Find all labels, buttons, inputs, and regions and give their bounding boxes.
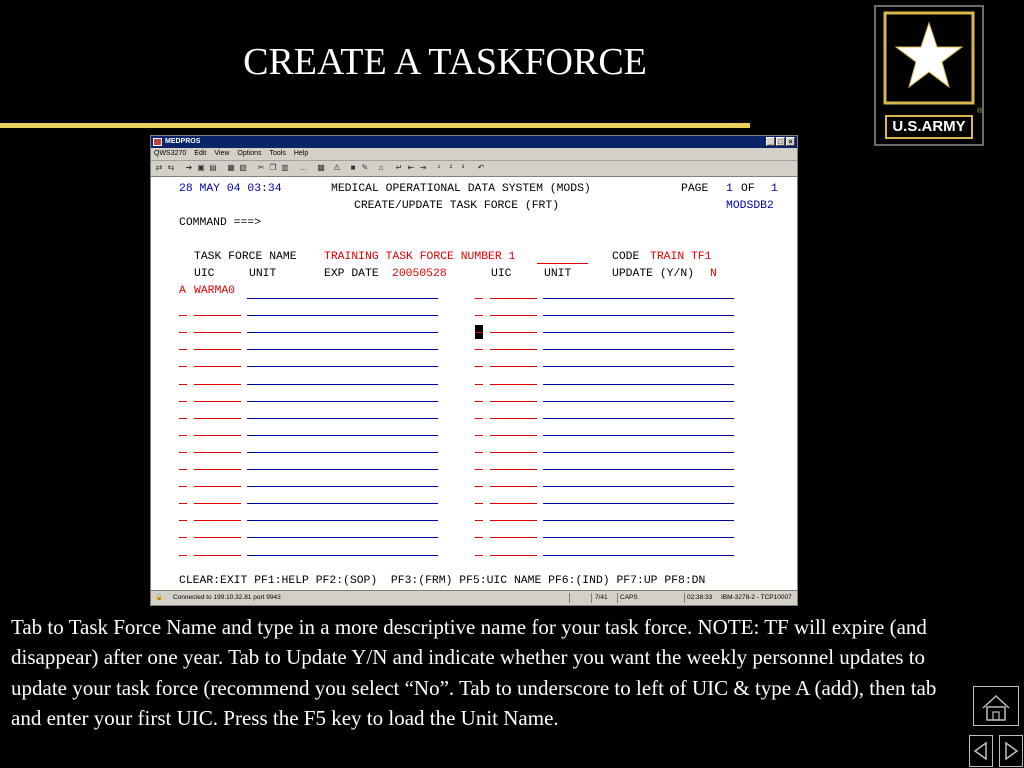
- action-field[interactable]: [179, 349, 187, 350]
- uic-field[interactable]: [490, 520, 537, 521]
- action-field[interactable]: [475, 332, 483, 333]
- unit-header-left: UNIT: [249, 268, 277, 280]
- uic-field[interactable]: [490, 401, 537, 402]
- unit-name-field: [543, 332, 734, 333]
- title-underline: [0, 123, 750, 128]
- unit-name-field: [247, 452, 438, 453]
- session-info: IBM-3278-2 - TCP10007: [721, 594, 792, 601]
- connect-icon[interactable]: ⇄: [155, 163, 163, 172]
- window-icon[interactable]: ■: [350, 163, 356, 172]
- unit-name-field: [543, 435, 734, 436]
- action-field[interactable]: [179, 384, 187, 385]
- lock-icon: 🔒: [155, 594, 164, 601]
- function-key-footer: CLEAR:EXIT PF1:HELP PF2:(SOP) PF3:(FRM) PF5:UIC NAME PF6:(IND) PF7:UP PF8:DN: [179, 575, 706, 587]
- uic-field-row-1[interactable]: WARMA0: [194, 285, 236, 297]
- system-title: MEDICAL OPERATIONAL DATA SYSTEM (MODS): [331, 183, 591, 195]
- uic-field[interactable]: [490, 384, 537, 385]
- unit-name-field: [543, 555, 734, 556]
- code-field[interactable]: TRAIN TF1: [650, 251, 712, 263]
- next-slide-button[interactable]: [999, 735, 1023, 767]
- registered-mark: ®: [977, 108, 983, 115]
- action-field[interactable]: [475, 384, 483, 385]
- uic-field[interactable]: [490, 418, 537, 419]
- unit-name-field: [247, 555, 438, 556]
- uic-field[interactable]: [194, 555, 241, 556]
- uic-field[interactable]: [490, 315, 537, 316]
- unit-name-field: [543, 315, 734, 316]
- task-force-name-label: TASK FORCE NAME: [194, 251, 297, 263]
- print-icon[interactable]: ▤: [209, 163, 217, 172]
- task-force-name-underline: [537, 263, 588, 264]
- more-icon[interactable]: …: [299, 163, 307, 172]
- uic-field[interactable]: [194, 401, 241, 402]
- uic-field[interactable]: [194, 486, 241, 487]
- menu-view[interactable]: View: [214, 150, 230, 157]
- code-label: CODE: [612, 251, 640, 263]
- action-field[interactable]: [179, 520, 187, 521]
- date-time: 28 MAY 04 03:34: [179, 183, 282, 195]
- home-key-icon[interactable]: ⌂: [378, 163, 384, 172]
- unit-name-field: [247, 315, 438, 316]
- army-logo: [874, 5, 984, 146]
- uic-field[interactable]: [194, 537, 241, 538]
- uic-field[interactable]: [194, 452, 241, 453]
- status-separator: [591, 593, 592, 603]
- page-total: 1: [771, 183, 778, 195]
- action-field[interactable]: [179, 401, 187, 402]
- warning-icon[interactable]: ⚠: [333, 163, 341, 172]
- action-field[interactable]: [475, 366, 483, 367]
- uic-field[interactable]: [194, 503, 241, 504]
- unit-name-field: [247, 384, 438, 385]
- toolbar: [151, 161, 797, 177]
- status-separator: [569, 593, 570, 603]
- paste-icon[interactable]: ▥: [281, 163, 289, 172]
- page-number: 1: [726, 183, 733, 195]
- unit-name-field: [543, 452, 734, 453]
- unit-name-field: [543, 401, 734, 402]
- tab-icon[interactable]: ⇥: [419, 163, 427, 172]
- action-field[interactable]: [179, 537, 187, 538]
- army-logo-text: U.S.ARMY: [885, 115, 973, 139]
- uic-field[interactable]: [194, 332, 241, 333]
- task-force-name-field[interactable]: TRAINING TASK FORCE NUMBER 1: [324, 251, 516, 263]
- unit-name-field: [543, 469, 734, 470]
- action-field[interactable]: [179, 332, 187, 333]
- uic-field[interactable]: [194, 469, 241, 470]
- properties-icon[interactable]: ▧: [239, 163, 247, 172]
- exp-date-label: EXP DATE: [324, 268, 379, 280]
- action-field[interactable]: [475, 315, 483, 316]
- maximize-button[interactable]: □: [776, 137, 785, 146]
- unit-name-field: [543, 486, 734, 487]
- uic-field[interactable]: [490, 555, 537, 556]
- slide-title: CREATE A TASKFORCE: [243, 41, 647, 83]
- action-field[interactable]: [179, 555, 187, 556]
- close-button[interactable]: ×: [786, 137, 795, 146]
- uic-field[interactable]: [490, 469, 537, 470]
- screen-title: CREATE/UPDATE TASK FORCE (FRT): [354, 200, 560, 212]
- unit-name-field: [543, 503, 734, 504]
- caps-indicator: CAPS: [620, 594, 638, 601]
- unit-name-field: [247, 349, 438, 350]
- uic-field[interactable]: [490, 452, 537, 453]
- menu-edit[interactable]: Edit: [194, 150, 207, 157]
- unit-name-field: [543, 537, 734, 538]
- copy-icon[interactable]: ❐: [269, 163, 277, 172]
- page-label: PAGE: [681, 183, 709, 195]
- action-field[interactable]: [475, 435, 483, 436]
- uic-field[interactable]: [194, 349, 241, 350]
- enter-icon[interactable]: ↵: [395, 163, 403, 172]
- send-icon[interactable]: ➔: [185, 163, 193, 172]
- action-field[interactable]: [179, 418, 187, 419]
- terminal-screen: [151, 177, 797, 591]
- action-field[interactable]: [179, 469, 187, 470]
- home-icon: [974, 687, 1018, 725]
- unit-name-field: [247, 435, 438, 436]
- action-field[interactable]: [475, 520, 483, 521]
- minimize-button[interactable]: _: [766, 137, 775, 146]
- unit-header-right: UNIT: [544, 268, 572, 280]
- status-separator: [617, 593, 618, 603]
- unit-name-field: [247, 401, 438, 402]
- next-arrow-icon: [1000, 736, 1022, 766]
- unit-name-field: [247, 520, 438, 521]
- unit-name-field: [543, 366, 734, 367]
- unit-name-field: [247, 366, 438, 367]
- uic-field[interactable]: [194, 435, 241, 436]
- uic-header-right: UIC: [491, 268, 512, 280]
- action-field[interactable]: [475, 452, 483, 453]
- status-bar: [151, 590, 797, 605]
- uic-field[interactable]: [194, 520, 241, 521]
- instruction-caption: Tab to Task Force Name and type in a more descriptive name for your task force. NOTE: TF will expire (and disappear) after one year. Tab to Update Y/N and indicate whether you want the weekly personnel updates to update your task force (recommend you select “No”. Tab to underscore to left of UIC & type A (add), then tab and enter your first UIC. Press the F5 key to load the Unit Name.: [11, 615, 937, 731]
- action-field[interactable]: [475, 349, 483, 350]
- app-icon: [153, 138, 162, 146]
- action-field[interactable]: [475, 401, 483, 402]
- unit-name-field: [247, 332, 438, 333]
- edit-icon[interactable]: ✎: [361, 163, 369, 172]
- uic-field[interactable]: [490, 503, 537, 504]
- action-field-row-1[interactable]: A: [179, 285, 186, 297]
- command-label: COMMAND ===>: [179, 217, 262, 229]
- status-separator: [684, 593, 685, 603]
- uic-field[interactable]: [490, 298, 537, 299]
- previous-arrow-icon: [970, 736, 992, 766]
- menu-options[interactable]: Options: [237, 150, 262, 157]
- unit-name-field: [543, 418, 734, 419]
- pf2-icon[interactable]: ²: [449, 163, 453, 172]
- save-icon[interactable]: ▣: [197, 163, 205, 172]
- unit-name-field: [543, 298, 734, 299]
- status-time: 02:38:33: [687, 594, 713, 601]
- action-field[interactable]: [475, 503, 483, 504]
- pf3-icon[interactable]: ³: [461, 163, 465, 172]
- uic-header-left: UIC: [194, 268, 215, 280]
- action-field[interactable]: [179, 435, 187, 436]
- action-field[interactable]: [179, 366, 187, 367]
- unit-name-field: [247, 503, 438, 504]
- action-field[interactable]: [179, 486, 187, 487]
- printer-icon[interactable]: ▦: [227, 163, 235, 172]
- unit-name-field: [247, 298, 438, 299]
- menu-bar: [151, 148, 797, 161]
- menu-help[interactable]: Help: [293, 150, 309, 157]
- backtab-icon[interactable]: ⇤: [407, 163, 415, 172]
- unit-name-field: [247, 486, 438, 487]
- macro-icon[interactable]: ▩: [317, 163, 325, 172]
- window-titlebar: [151, 136, 797, 148]
- cut-icon[interactable]: ✂: [257, 163, 265, 172]
- action-field[interactable]: [475, 537, 483, 538]
- uic-field[interactable]: [490, 332, 537, 333]
- uic-field[interactable]: [194, 366, 241, 367]
- uic-field[interactable]: [490, 349, 537, 350]
- star-emblem-icon: [876, 7, 982, 111]
- window-title: MEDPROS: [165, 138, 201, 145]
- uic-field[interactable]: [490, 486, 537, 487]
- action-field[interactable]: [475, 469, 483, 470]
- disconnect-icon[interactable]: ⇆: [167, 163, 175, 172]
- menu-qws3270[interactable]: QWS3270: [154, 150, 187, 157]
- uic-field[interactable]: [490, 366, 537, 367]
- undo-icon[interactable]: ↶: [477, 163, 485, 172]
- uic-field[interactable]: [194, 315, 241, 316]
- unit-name-field: [247, 418, 438, 419]
- database-name: MODSDB2: [726, 200, 774, 212]
- action-field[interactable]: [475, 298, 483, 299]
- unit-name-field: [543, 349, 734, 350]
- previous-slide-button[interactable]: [969, 735, 993, 767]
- action-field[interactable]: [475, 555, 483, 556]
- cursor-position: 7/41: [595, 594, 608, 601]
- unit-name-field: [247, 537, 438, 538]
- uic-field[interactable]: [194, 418, 241, 419]
- update-field[interactable]: N: [710, 268, 717, 280]
- uic-field[interactable]: [490, 537, 537, 538]
- menu-tools[interactable]: Tools: [269, 150, 286, 157]
- action-field[interactable]: [179, 315, 187, 316]
- connection-status: Connected to 199.10.32.81 port 9943: [173, 594, 281, 601]
- exp-date-field[interactable]: 20050528: [392, 268, 447, 280]
- page-of-label: OF: [741, 183, 755, 195]
- unit-name-field: [247, 469, 438, 470]
- home-button[interactable]: [973, 686, 1019, 726]
- action-field[interactable]: [475, 418, 483, 419]
- action-field[interactable]: [475, 486, 483, 487]
- unit-name-field: [543, 384, 734, 385]
- pf1-icon[interactable]: ¹: [437, 163, 441, 172]
- medpros-window: [150, 135, 798, 606]
- action-field[interactable]: [179, 452, 187, 453]
- uic-field[interactable]: [490, 435, 537, 436]
- update-label: UPDATE (Y/N): [612, 268, 695, 280]
- unit-name-field: [543, 520, 734, 521]
- uic-field[interactable]: [194, 384, 241, 385]
- action-field[interactable]: [179, 503, 187, 504]
